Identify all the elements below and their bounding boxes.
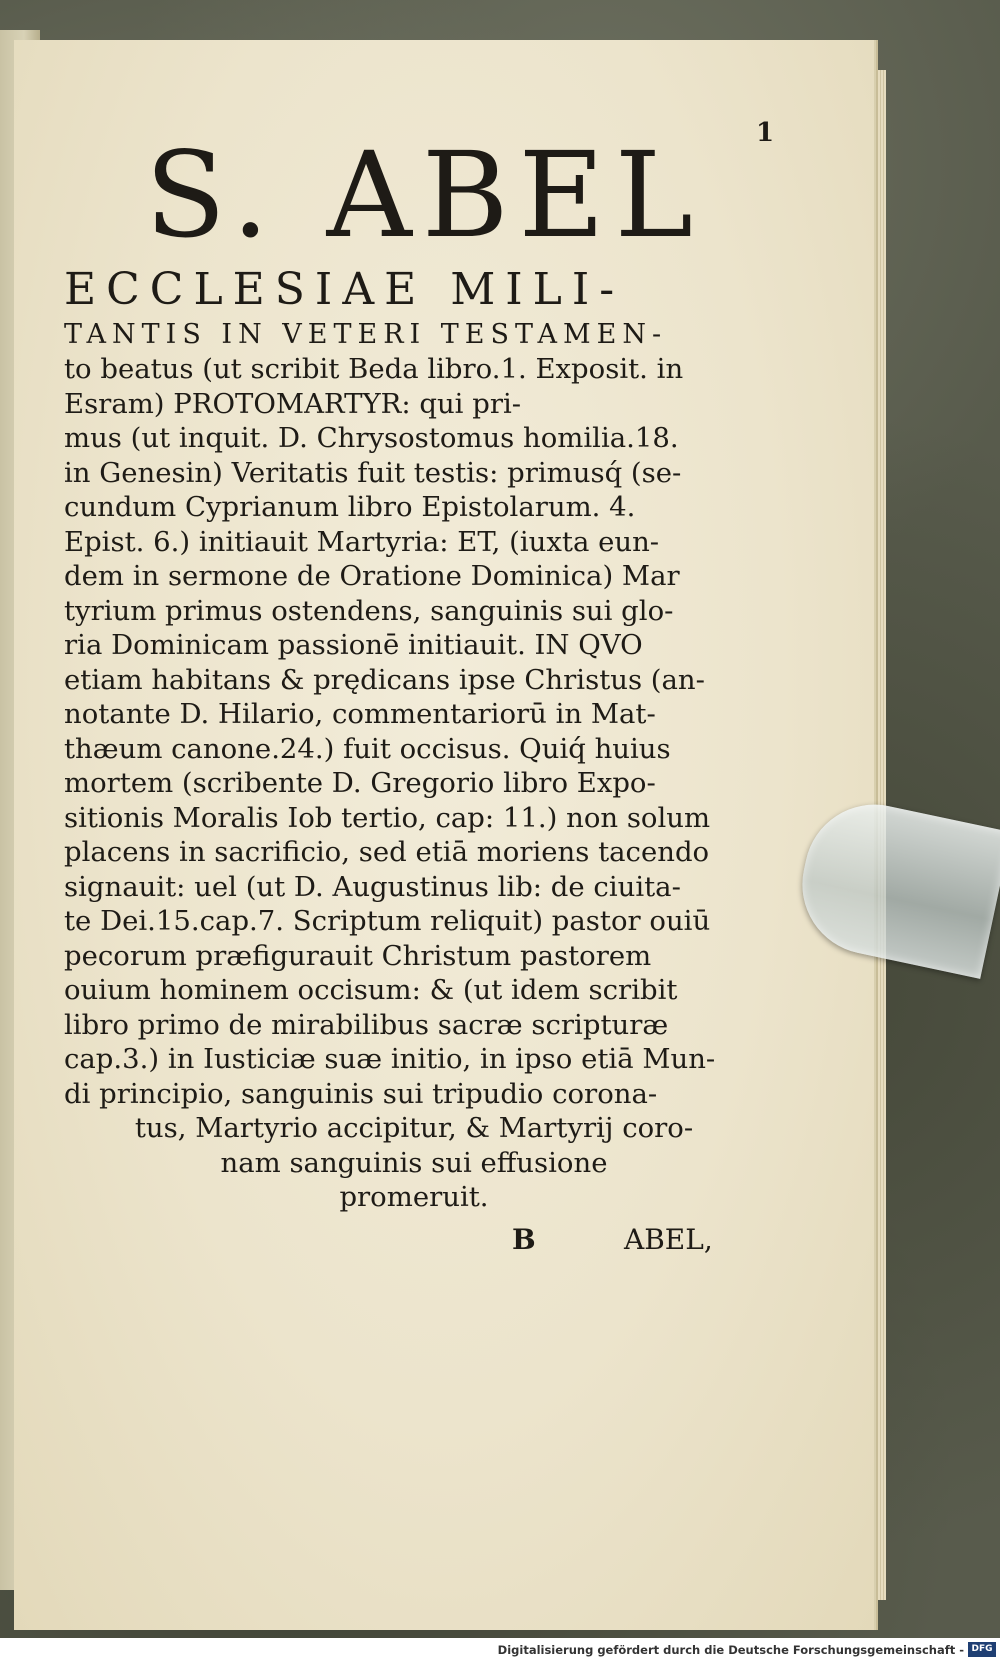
- page-title: S. ABEL: [144, 126, 704, 264]
- text-line: signauit: uel (ut D. Augustinus lib: de ciuita-: [64, 870, 681, 903]
- subtitle-line-1: ECCLESIAE MILI-: [64, 264, 625, 315]
- text-line: in Genesin) Veritatis fuit testis: primusq́ (se-: [64, 456, 682, 489]
- text-line: cundum Cyprianum libro Epistolarum. 4.: [64, 491, 636, 523]
- text-line: pecorum præfigurauit Christum pastorem: [64, 939, 652, 972]
- text-line: mus (ut inquit. D. Chrysostomus homilia.18.: [64, 422, 679, 454]
- text-line: tyrium primus ostendens, sanguinis sui glo-: [64, 594, 674, 627]
- footer-credit: Digitalisierung gefördert durch die Deutsche Forschungsgemeinschaft -: [497, 1643, 964, 1657]
- text-line: cap.3.) in Iusticiæ suæ initio, in ipso etiā Mun-: [64, 1043, 716, 1075]
- dfg-logo: DFG: [968, 1642, 996, 1657]
- text-line: thæum canone.24.) fuit occisus. Quiq́ huius: [64, 732, 671, 765]
- text-line: sitionis Moralis Iob tertio, cap: 11.) non solum: [64, 801, 711, 834]
- footer-strip: [0, 1638, 1000, 1660]
- text-line: ouium hominem occisum: & (ut idem scribit: [64, 974, 678, 1006]
- text-line: placens in sacrificio, sed etiā moriens tacendo: [64, 836, 710, 868]
- text-line-centered: promeruit.: [339, 1181, 489, 1213]
- text-line: libro primo de mirabilibus sacræ scripturæ: [64, 1008, 669, 1041]
- text-line: notante D. Hilario, commentariorū in Mat-: [64, 698, 656, 730]
- page-foot-line: [64, 1223, 764, 1267]
- text-line: ria Dominicam passionē initiauit. IN QVO: [64, 629, 643, 661]
- text-line: to beatus (ut scribit Beda libro.1. Exposit. in: [64, 353, 684, 385]
- signature-mark: B: [512, 1222, 536, 1256]
- text-line: Esram) PROTOMARTYR: qui pri-: [64, 387, 522, 420]
- text-line: dem in sermone de Oratione Dominica) Mar: [64, 560, 680, 592]
- catchword: ABEL,: [624, 1222, 713, 1256]
- text-line: etiam habitans & prędicans ipse Christus (an-: [64, 663, 705, 696]
- text-line-centered: tus, Martyrio accipitur, & Martyrij coro-: [134, 1112, 694, 1144]
- text-line-centered: nam sanguinis sui effusione: [220, 1146, 608, 1179]
- subtitle-line-2: TANTIS IN VETERI TESTAMEN-: [64, 319, 668, 350]
- page-text-block: [64, 126, 764, 1267]
- text-line: di principio, sanguinis sui tripudio corona-: [64, 1077, 658, 1110]
- text-line: te Dei.15.cap.7. Scriptum reliquit) pastor ouiū: [64, 905, 711, 937]
- body-text: [64, 352, 764, 1215]
- text-line: Epist. 6.) initiauit Martyria: ET, (iuxta eun-: [64, 525, 660, 558]
- page-number: 1: [756, 118, 775, 148]
- text-line: mortem (scribente D. Gregorio libro Expo-: [64, 767, 656, 799]
